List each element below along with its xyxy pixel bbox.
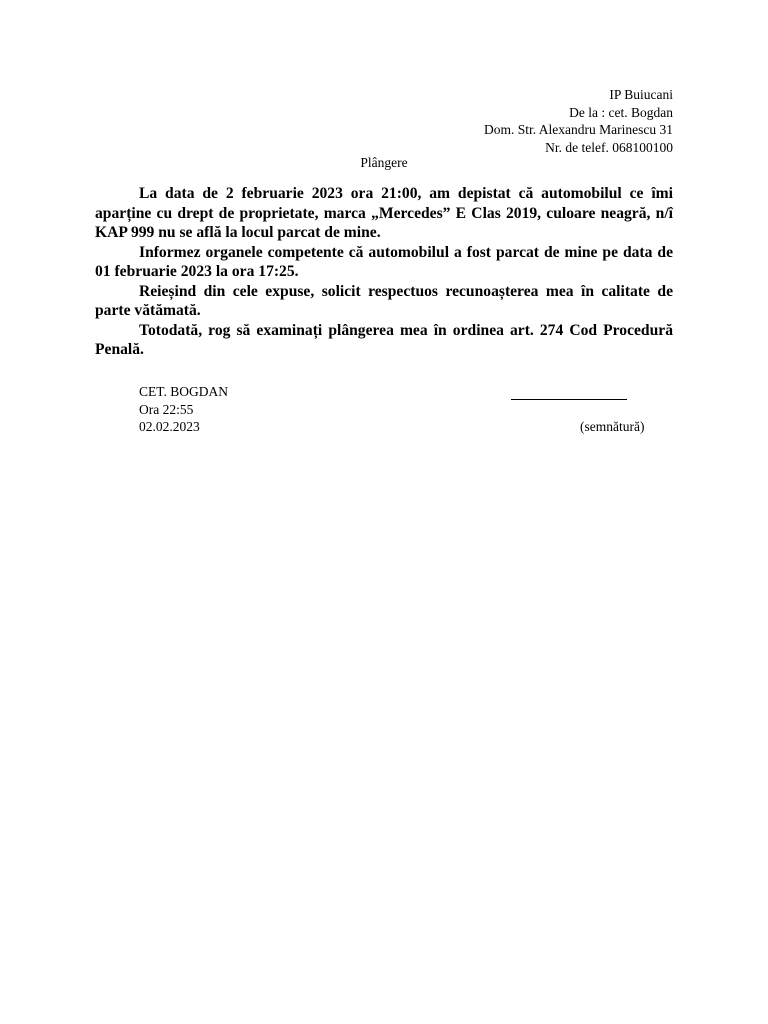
signature-line: [511, 399, 627, 400]
paragraph-2: Informez organele competente că automobilul a fost parcat de mine pe data de 01 februarie 2023 la ora 17:25.: [95, 243, 673, 280]
paragraph-3: Reieșind din cele expuse, solicit respectuos recunoașterea mea în calitate de parte vătămată.: [95, 282, 673, 319]
complaint-body: [95, 184, 673, 360]
addressee-block: [484, 86, 673, 156]
document-title: Plângere: [360, 155, 408, 170]
signature-block: [139, 383, 228, 436]
sender-name: De la : cet. Bogdan: [569, 104, 673, 120]
signer-name: CET. BOGDAN: [139, 384, 228, 399]
sender-phone: Nr. de telef. 068100100: [545, 139, 673, 155]
paragraph-1: La data de 2 februarie 2023 ora 21:00, am depistat că automobilul ce îmi aparține cu drept de proprietate, marca „Mercedes” E Clas 2019, culoare neagră, n/î KAP 999 nu se află la locul parcat de mine.: [95, 185, 673, 241]
signature-time: Ora 22:55: [139, 401, 194, 417]
sender-address: Dom. Str. Alexandru Marinescu 31: [484, 122, 673, 137]
paragraph-4: Totodată, rog să examinați plângerea mea în ordinea art. 274 Cod Procedură Penală.: [95, 321, 673, 358]
signature-caption: (semnătură): [580, 419, 645, 434]
signature-date: 02.02.2023: [139, 419, 200, 434]
addressee-institution: IP Buiucani: [609, 87, 673, 102]
